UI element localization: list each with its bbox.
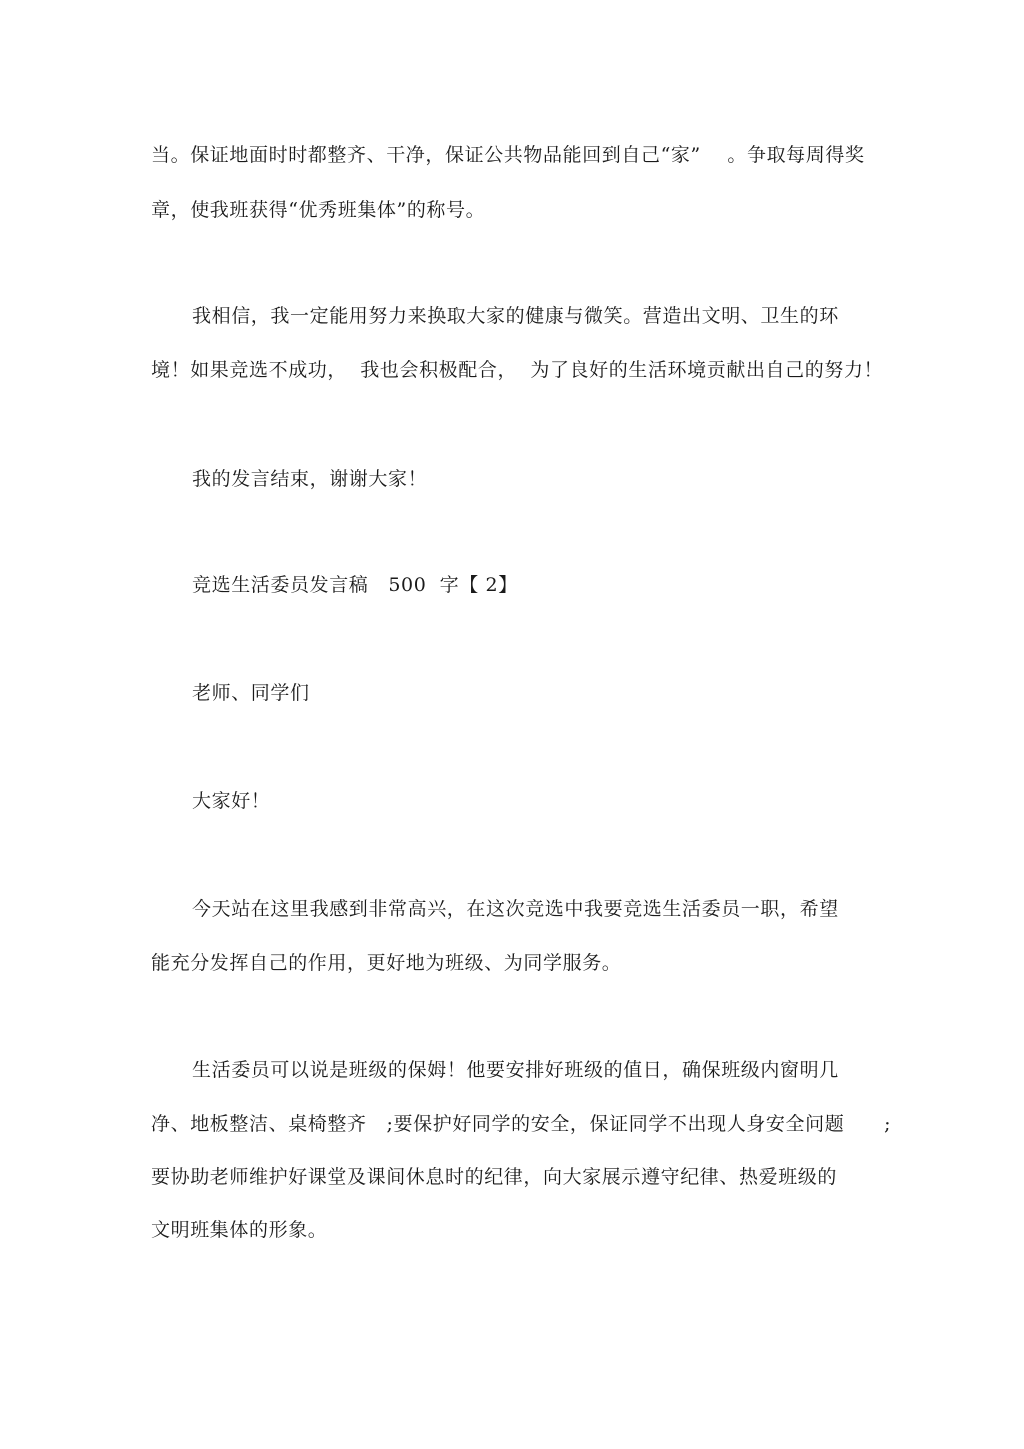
paragraph-line: 章，使我班获得“优秀班集体”的称号。 [151,199,486,221]
paragraph-line: 生活委员可以说是班级的保姆！他要安排好班级的值日，确保班级内窗明几 [192,1059,839,1081]
paragraph-line: 要协助老师维护好课堂及课间休息时的纪律，向大家展示遵守纪律、热爱班级的 [151,1166,838,1188]
closing-line: 我的发言结束，谢谢大家！ [192,468,428,490]
paragraph-line: 当。保证地面时时都整齐、干净，保证公共物品能回到自己“家” 。争取每周得奖 [151,144,865,166]
salutation: 老师、同学们 [192,682,310,704]
paragraph-line: 境！如果竞选不成功， 我也会积极配合， 为了良好的生活环境贡献出自己的努力！ [151,359,884,381]
paragraph-line: 我相信，我一定能用努力来换取大家的健康与微笑。营造出文明、卫生的环 [192,305,839,327]
paragraph-line: 能充分发挥自己的作用，更好地为班级、为同学服务。 [151,952,622,974]
greeting: 大家好！ [192,790,271,812]
paragraph-line: 净、地板整洁、桌椅整齐 ;要保护好同学的安全，保证同学不出现人身安全问题 ; [151,1113,892,1135]
paragraph-line: 今天站在这里我感到非常高兴，在这次竞选中我要竞选生活委员一职，希望 [192,898,839,920]
paragraph-line: 文明班集体的形象。 [151,1219,328,1241]
section-heading: 竞选生活委员发言稿 500 字【 2】 [192,574,518,596]
